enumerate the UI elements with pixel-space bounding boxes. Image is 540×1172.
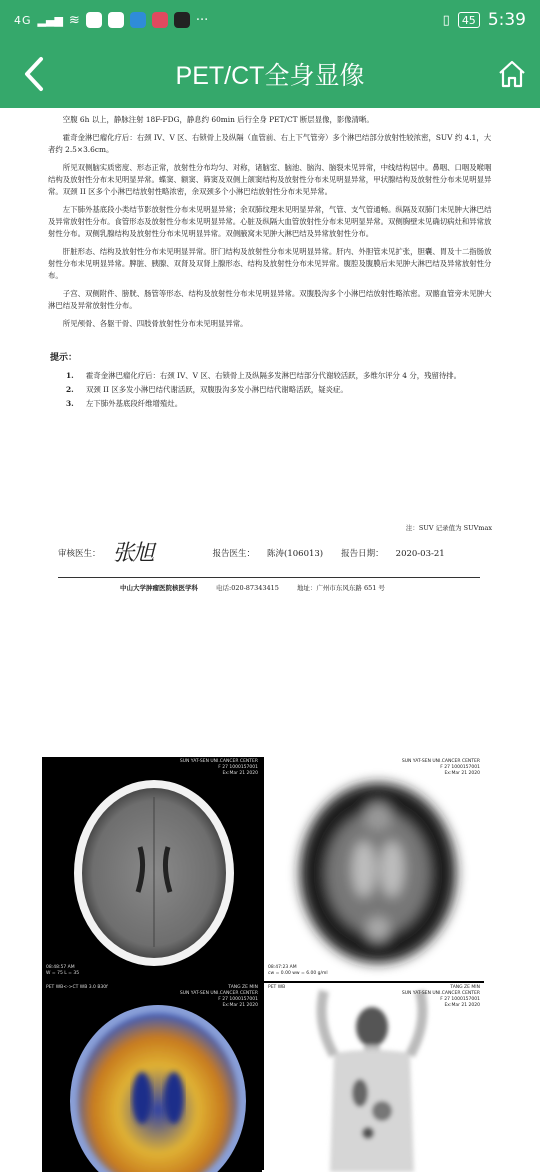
fusion-brain-image[interactable]	[42, 983, 262, 1172]
ct-center-label: SUN YAT-SEN UNI.CANCER CENTER	[179, 759, 258, 764]
mip-patient-id: F 27 1000157001	[440, 997, 480, 1002]
mip-exam-date: Ex:Mar 21 2020	[444, 1003, 480, 1008]
report-paragraph: 所见双侧脑实质密度、形态正常，放射性分布均匀、对称，诸脑室、脑池、脑沟、脑裂未见异常，中线结构居中。鼻咽、口咽及喉咽结构及放射性分布未见明显异常。蝶窦、额窦、筛窦及双侧上颌窦结构及放射性分布未见明显异常，甲状腺结构及放射性分布未见明显异常。双颈 II 区多个小淋巴结放射性略浓密，余双颈多个小淋巴结放射性分布未见异常。	[48, 163, 492, 196]
fusion-exam-date: Ex:Mar 21 2020	[222, 1003, 258, 1008]
fusion-series-label: PET WB<->CT WB 3.0 B30f	[46, 985, 108, 990]
signal-icon: ▂▄▆	[37, 13, 63, 27]
page-title: PET/CT全身显像	[175, 62, 365, 90]
report-paragraph: 左下肺外基底段小类结节影放射性分布未见明显异常；余双肺纹理未见明显异常，气管、支气管通畅。纵隔及双肺门未见肿大淋巴结及异常放射性分布。食管形态及放射性分布未见明显异常。心脏及纵隔大血管放射性分布未见明显异常。双侧胸壁未见确切病灶和异常放射性分布。双侧乳腺结构及放射性分布未见明显异常。双侧腋窝未见肿大淋巴结及异常放射性分布。	[48, 205, 492, 238]
app-blue-icon	[130, 12, 146, 28]
reporter-name: 陈涛(106013)	[267, 548, 324, 559]
report-footer	[120, 582, 385, 594]
app-red-icon	[152, 12, 168, 28]
suv-note: 注：SUV 记录值为 SUVmax	[405, 524, 492, 532]
ct-brain-graphic	[42, 757, 262, 981]
date-label: 报告日期：	[341, 548, 384, 559]
report-paragraph: 空腹 6h 以上，静脉注射 18F-FDG，静息约 60min 后行全身 PET/CT 断层显像，影像清晰。	[62, 115, 374, 124]
back-button[interactable]	[14, 52, 54, 96]
tip-text: 双颈 II 区多发小淋巴结代谢活跃，双腹股沟多发小淋巴结代谢略活跃，疑炎症。	[86, 385, 348, 394]
clock: 5:39	[487, 10, 526, 30]
report-paragraph: 子宫、双侧附件、膀胱、肠管等形态、结构及放射性分布未见明显异常。双腹股沟多个小淋巴结放射性略浓密。双髂血管旁未见肿大淋巴结及异常放射性分布。	[48, 289, 492, 310]
tips-list	[48, 370, 492, 410]
mip-patient-name: TANG ZE MIN	[450, 985, 480, 990]
ct-brain-image[interactable]	[42, 757, 262, 981]
report-paragraph: 所见颅骨、各躯干骨、四肢骨放射性分布未见明显异常。	[62, 319, 248, 328]
wechat-icon	[86, 12, 102, 28]
pet-brain-image[interactable]	[264, 757, 484, 981]
hospital-name: 中山大学肿瘤医院核医学科	[120, 584, 198, 592]
chevron-left-icon	[23, 56, 45, 92]
signature-row	[58, 540, 480, 578]
more-icon: ···	[195, 12, 209, 28]
ct-header	[180, 759, 258, 777]
fusion-patient-name: TANG ZE MIN	[228, 985, 258, 990]
tip-item	[66, 370, 492, 382]
battery-level: 45	[461, 13, 476, 27]
pet-patient-id: F 27 1000157001	[440, 765, 480, 770]
home-button[interactable]	[490, 52, 534, 96]
pet-footer	[268, 965, 328, 977]
app-header	[0, 40, 540, 108]
pet-mip-graphic	[264, 983, 484, 1172]
reporter-label: 报告医生：	[212, 548, 256, 559]
report-document	[0, 108, 540, 620]
reviewer-signature: 张旭	[112, 540, 153, 566]
pet-window: cw = 0.00 ww = 6.00 g/ml	[268, 971, 328, 976]
report-paragraph: 霍奇金淋巴瘤化疗后：右颈 IV、V 区、右锁骨上及纵隔（血管前、右上下气管旁）多个淋巴结部分放射性较浓密，SUV 约 4.1，大者约 2.5×3.6cm。	[48, 133, 492, 154]
network-indicator: 4G	[14, 13, 32, 27]
report-date: 2020-03-21	[395, 548, 445, 559]
pet-header	[402, 759, 480, 777]
pet-brain-graphic	[264, 757, 484, 981]
vibrate-icon: ▯	[442, 12, 450, 28]
mip-series-label: PET WB	[268, 985, 286, 990]
home-icon	[497, 59, 527, 89]
report-paragraph: 肝脏形态、结构及放射性分布未见明显异常。肝门结构及放射性分布未见明显异常。肝内、外胆管未见扩张，胆囊、胃及十二指肠放射性分布未见明显异常。脾脏、胰腺、双肾及双肾上腺形态、结构及放射性分布未见异常。腹腔及腹膜后未见肿大淋巴结及异常放射性分布。	[48, 247, 492, 280]
ct-patient-id: F 27 1000157001	[218, 765, 258, 770]
tip-number: 2.	[66, 385, 74, 394]
reviewer-label: 审核医生：	[58, 548, 101, 559]
tips-heading: 提示：	[50, 353, 78, 363]
pet-center-label: SUN YAT-SEN UNI.CANCER CENTER	[401, 759, 480, 764]
tip-item	[66, 398, 492, 410]
tip-item	[66, 384, 492, 396]
tip-number: 1.	[66, 371, 74, 380]
status-bar	[0, 0, 540, 40]
fusion-header	[180, 985, 258, 1009]
pet-exam-date: Ex:Mar 21 2020	[444, 771, 480, 776]
fusion-center-label: SUN YAT-SEN UNI.CANCER CENTER	[179, 991, 258, 996]
mip-header	[402, 985, 480, 1009]
battery-icon	[458, 12, 480, 28]
tip-text: 左下肺外基底段纤维增殖灶。	[86, 399, 183, 408]
mip-center-label: SUN YAT-SEN UNI.CANCER CENTER	[401, 991, 480, 996]
hospital-address: 地址：广州市东风东路 651 号	[296, 584, 385, 592]
ct-time: 08:48:57 AM	[46, 965, 75, 970]
tip-number: 3.	[66, 399, 74, 408]
ct-footer	[46, 965, 79, 977]
ct-window: W = 75 L = 35	[46, 971, 80, 976]
capcut-icon	[174, 12, 190, 28]
fusion-patient-id: F 27 1000157001	[218, 997, 258, 1002]
scan-images[interactable]	[42, 757, 484, 1170]
pet-time: 08:47:23 AM	[268, 965, 297, 970]
ct-exam-date: Ex:Mar 21 2020	[222, 771, 258, 776]
app-icon	[108, 12, 124, 28]
pet-mip-image[interactable]	[264, 983, 484, 1172]
fusion-brain-graphic	[42, 983, 262, 1172]
wifi-icon: ≋	[68, 12, 80, 28]
hospital-phone: 电话:020-87343415	[216, 584, 279, 592]
tip-text: 霍奇金淋巴瘤化疗后：右颈 IV、V 区、右锁骨上及纵隔多发淋巴结部分代谢较活跃，多维尔评分 4 分，残留待排。	[86, 371, 462, 380]
